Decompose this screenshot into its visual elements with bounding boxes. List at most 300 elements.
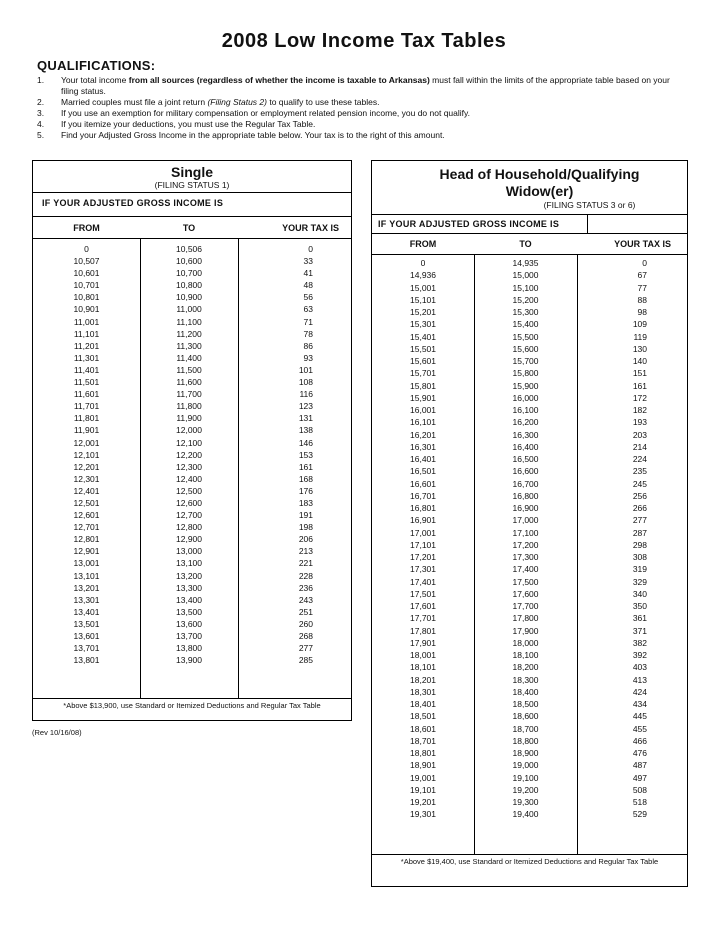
to-cell: 16,700 [512, 478, 539, 489]
to-cell: 19,100 [512, 772, 539, 783]
single-table-title: Single [170, 164, 213, 180]
tax-cell: 41 [303, 268, 313, 279]
to-cell: 12,000 [176, 425, 202, 436]
to-cell: 18,300 [512, 674, 539, 685]
tax-cell: 198 [298, 522, 313, 533]
table-row [372, 514, 687, 526]
tax-cell: 277 [632, 515, 647, 526]
table-row [33, 594, 351, 606]
table-row [33, 352, 351, 364]
from-cell: 11,401 [73, 364, 100, 375]
to-cell: 15,800 [512, 368, 539, 379]
from-cell: 17,501 [410, 588, 436, 599]
from-cell: 16,901 [410, 515, 436, 526]
table-row [33, 449, 351, 461]
to-cell: 11,300 [176, 340, 202, 351]
tax-cell: 224 [632, 454, 647, 464]
to-cell: 15,100 [512, 282, 539, 293]
from-cell: 0 [84, 244, 89, 254]
to-cell: 10,900 [176, 292, 202, 303]
from-cell: 12,901 [73, 546, 100, 557]
table-row [33, 582, 351, 594]
table-row [372, 735, 687, 747]
tax-cell: 172 [632, 392, 647, 403]
table-row [372, 343, 687, 355]
table-row [33, 485, 351, 497]
tax-cell: 350 [632, 601, 647, 611]
tax-cell: 308 [632, 552, 647, 562]
tax-cell: 277 [298, 643, 313, 654]
from-cell: 13,301 [73, 594, 100, 605]
from-cell: 15,901 [410, 392, 436, 403]
to-cell: 11,400 [176, 352, 202, 363]
to-cell: 19,000 [512, 760, 539, 771]
from-cell: 19,301 [410, 809, 436, 820]
from-cell: 18,501 [410, 711, 436, 722]
to-cell: 16,500 [512, 454, 539, 464]
table-row [372, 269, 687, 281]
to-cell: 15,300 [512, 307, 539, 317]
tax-cell: 98 [637, 307, 647, 317]
table-row [33, 557, 351, 569]
from-cell: 18,301 [410, 686, 436, 697]
tax-cell: 476 [632, 748, 647, 758]
tax-cell: 371 [632, 625, 647, 636]
to-cell: 18,500 [512, 699, 539, 709]
from-cell: 16,801 [410, 503, 436, 513]
tax-cell: 424 [632, 686, 647, 697]
from-cell: 15,001 [410, 282, 436, 293]
to-cell: 12,100 [176, 437, 202, 448]
from-cell: 17,401 [410, 576, 436, 587]
tax-cell: 213 [298, 546, 313, 557]
to-cell: 11,700 [176, 389, 202, 400]
tax-cell: 77 [637, 282, 647, 293]
tax-cell: 497 [632, 772, 647, 783]
table-row [33, 437, 351, 449]
table-row [33, 461, 351, 473]
tax-cell: 67 [637, 270, 647, 281]
table-row [33, 521, 351, 533]
table-row [372, 686, 687, 698]
to-cell: 12,600 [176, 497, 202, 508]
to-cell: 14,935 [512, 258, 539, 268]
from-cell: 12,701 [73, 522, 100, 533]
table-row [372, 539, 687, 551]
tax-cell: 138 [298, 425, 313, 436]
to-cell: 13,400 [176, 594, 202, 605]
hoh-footnote: *Above $19,400, use Standard or Itemized Deductions and Regular Tax Table [372, 854, 687, 868]
table-row [372, 502, 687, 514]
to-cell: 16,000 [512, 392, 539, 403]
from-cell: 11,001 [73, 316, 100, 327]
from-cell: 18,001 [410, 650, 436, 660]
single-column-headers [33, 217, 351, 239]
hoh-table-title: Head of Household/Qualifying Widow(er) [439, 166, 640, 199]
table-row [33, 630, 351, 642]
from-cell: 17,301 [410, 564, 436, 575]
qualifications-heading: QUALIFICATIONS: [37, 58, 156, 73]
to-cell: 19,300 [512, 797, 539, 807]
to-cell: 18,700 [512, 723, 539, 734]
tax-cell: 518 [632, 797, 647, 807]
tax-cell: 529 [632, 809, 647, 820]
table-row [372, 747, 687, 759]
table-row [372, 808, 687, 820]
table-row [33, 533, 351, 545]
to-cell: 11,200 [176, 328, 202, 339]
to-cell: 17,800 [512, 613, 539, 624]
tax-cell: 413 [632, 674, 647, 685]
table-row [372, 441, 687, 453]
tax-cell: 193 [632, 417, 647, 428]
table-row [372, 661, 687, 673]
tax-cell: 63 [303, 304, 313, 315]
to-cell: 17,700 [512, 601, 539, 611]
from-cell: 11,301 [73, 352, 100, 363]
to-cell: 11,500 [176, 364, 202, 375]
to-cell: 12,700 [176, 510, 202, 521]
from-cell: 12,101 [73, 449, 100, 460]
from-cell: 13,501 [73, 618, 100, 629]
table-row [372, 257, 687, 269]
table-row [372, 649, 687, 661]
table-row [33, 388, 351, 400]
tax-cell: 109 [632, 319, 647, 330]
qualifications-list [37, 75, 687, 141]
table-row [33, 303, 351, 315]
from-cell: 18,101 [410, 662, 436, 673]
hoh-table-header [372, 161, 687, 215]
hoh-rows [372, 255, 687, 854]
from-cell: 11,101 [73, 328, 100, 339]
from-cell: 13,801 [73, 655, 100, 666]
qualification-item: 2. Married couples must file a joint return (Filing Status 2) to qualify to use these tables. [37, 97, 380, 107]
from-cell: 13,401 [73, 606, 100, 617]
tax-cell: 153 [298, 449, 313, 460]
table-row [33, 606, 351, 618]
qualification-item: 5. Find your Adjusted Gross Income in the appropriate table below. Your tax is to the right of this amount. [37, 130, 445, 140]
from-cell: 16,701 [410, 490, 436, 501]
tax-cell: 119 [633, 331, 647, 342]
table-row [33, 400, 351, 412]
to-cell: 18,000 [512, 637, 539, 648]
table-row [33, 473, 351, 485]
to-cell: 15,900 [512, 380, 539, 391]
to-cell: 11,600 [176, 377, 202, 388]
table-row [372, 796, 687, 808]
table-row [372, 637, 687, 649]
table-row [372, 453, 687, 465]
hoh-column-headers [372, 234, 687, 255]
to-cell: 15,600 [512, 343, 539, 354]
tax-cell: 0 [308, 244, 313, 254]
table-row [372, 698, 687, 710]
from-cell: 11,801 [73, 413, 100, 424]
to-cell: 13,600 [176, 618, 202, 629]
from-cell: 17,601 [410, 601, 436, 611]
tax-cell: 319 [632, 564, 647, 575]
to-cell: 10,506 [176, 244, 202, 254]
tax-cell: 176 [298, 485, 313, 496]
from-cell: 19,201 [410, 797, 436, 807]
to-cell: 16,100 [512, 405, 539, 415]
col-to-header: TO [182, 222, 196, 233]
table-row [372, 588, 687, 600]
to-cell: 17,500 [512, 576, 539, 587]
tax-cell: 266 [632, 503, 647, 513]
table-row [372, 527, 687, 539]
tax-cell: 466 [632, 735, 647, 746]
to-cell: 12,500 [176, 485, 202, 496]
single-table-header [33, 161, 351, 217]
from-cell: 16,401 [410, 454, 436, 464]
table-row [372, 294, 687, 306]
table-row [372, 563, 687, 575]
to-cell: 18,100 [512, 650, 539, 660]
table-row [33, 570, 351, 582]
tax-cell: 434 [632, 699, 647, 709]
to-cell: 16,200 [512, 417, 539, 428]
to-cell: 11,800 [176, 401, 202, 412]
tax-cell: 123 [298, 401, 313, 412]
tax-cell: 56 [303, 292, 313, 303]
col-tax-header: YOUR TAX IS [614, 239, 671, 249]
col-tax-header: YOUR TAX IS [282, 222, 339, 233]
table-row [372, 710, 687, 722]
from-cell: 18,401 [410, 699, 436, 709]
table-row [372, 404, 687, 416]
to-cell: 10,800 [176, 280, 202, 291]
from-cell: 18,801 [410, 748, 436, 758]
to-cell: 10,700 [176, 268, 202, 279]
to-cell: 16,300 [512, 429, 539, 440]
tax-cell: 245 [632, 478, 647, 489]
from-cell: 13,701 [73, 643, 100, 654]
table-row [372, 306, 687, 318]
from-cell: 15,201 [410, 307, 436, 317]
table-row [33, 364, 351, 376]
from-cell: 13,601 [73, 631, 100, 641]
from-cell: 14,936 [410, 270, 436, 281]
to-cell: 12,800 [176, 522, 202, 533]
to-cell: 13,100 [176, 558, 202, 569]
to-cell: 13,800 [176, 643, 202, 654]
from-cell: 13,101 [73, 570, 100, 581]
to-cell: 18,400 [512, 686, 539, 697]
to-cell: 17,600 [512, 588, 539, 599]
table-row [372, 318, 687, 330]
tax-cell: 403 [632, 662, 647, 673]
tax-cell: 168 [298, 473, 313, 484]
table-row [33, 255, 351, 267]
table-row [372, 674, 687, 686]
to-cell: 18,600 [512, 711, 539, 722]
to-cell: 11,000 [176, 304, 202, 315]
to-cell: 18,900 [512, 748, 539, 758]
tax-cell: 285 [298, 655, 313, 666]
from-cell: 16,201 [410, 429, 436, 440]
tax-cell: 487 [632, 760, 647, 771]
table-row [33, 509, 351, 521]
tax-cell: 182 [632, 405, 647, 415]
table-row [33, 291, 351, 303]
table-row [372, 416, 687, 428]
tax-cell: 131 [298, 413, 313, 424]
to-cell: 19,200 [512, 784, 539, 795]
table-row [33, 654, 351, 666]
table-row [372, 551, 687, 563]
from-cell: 0 [420, 258, 426, 268]
to-cell: 13,900 [176, 655, 202, 666]
tax-cell: 445 [632, 711, 647, 722]
from-cell: 16,001 [410, 405, 436, 415]
from-cell: 13,201 [73, 582, 100, 593]
from-cell: 15,801 [410, 380, 436, 391]
tax-cell: 228 [298, 570, 313, 581]
table-row [372, 772, 687, 784]
from-cell: 15,501 [410, 343, 436, 354]
from-cell: 16,101 [410, 417, 436, 428]
from-cell: 15,701 [410, 368, 436, 379]
col-to-header: TO [519, 239, 532, 249]
from-cell: 16,601 [410, 478, 436, 489]
table-row [33, 243, 351, 255]
table-row [372, 723, 687, 735]
table-row [33, 642, 351, 654]
from-cell: 17,001 [410, 527, 436, 538]
table-row [33, 328, 351, 340]
qualification-item: 4. If you itemize your deductions, you must use the Regular Tax Table. [37, 119, 316, 129]
from-cell: 15,301 [410, 319, 436, 330]
tax-cell: 235 [632, 466, 647, 477]
from-cell: 11,501 [73, 377, 100, 388]
single-agi-label: IF YOUR ADJUSTED GROSS INCOME IS [42, 198, 224, 208]
tax-cell: 455 [632, 723, 647, 734]
col-from-header: FROM [73, 222, 100, 233]
table-row [33, 316, 351, 328]
tax-cell: 116 [299, 389, 313, 400]
table-row [372, 784, 687, 796]
to-cell: 15,700 [512, 356, 539, 366]
tax-cell: 221 [298, 558, 313, 569]
from-cell: 12,001 [73, 437, 100, 448]
to-cell: 17,200 [512, 539, 539, 550]
to-cell: 17,000 [512, 515, 539, 526]
tax-cell: 161 [632, 380, 647, 391]
from-cell: 15,401 [410, 331, 436, 342]
tax-cell: 33 [303, 256, 313, 267]
to-cell: 17,900 [512, 625, 539, 636]
single-rows [33, 239, 351, 698]
from-cell: 13,001 [73, 558, 100, 569]
table-row [33, 545, 351, 557]
to-cell: 15,500 [512, 331, 539, 342]
tax-cell: 329 [632, 576, 647, 587]
to-cell: 10,600 [176, 256, 202, 267]
from-cell: 17,201 [410, 552, 436, 562]
to-cell: 12,300 [176, 461, 202, 472]
from-cell: 17,101 [410, 539, 436, 550]
from-cell: 10,601 [73, 268, 100, 279]
qualification-item: 3. If you use an exemption for military compensation or employment related pension income, you do not qualify. [37, 108, 471, 118]
table-row [372, 465, 687, 477]
single-tax-table [32, 160, 352, 721]
from-cell: 12,401 [73, 485, 100, 496]
to-cell: 11,900 [176, 413, 202, 424]
from-cell: 17,701 [410, 613, 436, 624]
page-title: 2008 Low Income Tax Tables [221, 30, 507, 52]
from-cell: 15,101 [410, 294, 436, 305]
tax-cell: 392 [632, 650, 647, 660]
tax-cell: 0 [642, 258, 647, 268]
tax-cell: 361 [632, 613, 647, 624]
from-cell: 12,801 [73, 534, 100, 545]
from-cell: 15,601 [410, 356, 436, 366]
tax-cell: 146 [298, 437, 313, 448]
tax-cell: 206 [298, 534, 313, 545]
table-row [33, 424, 351, 436]
table-row [372, 380, 687, 392]
from-cell: 12,201 [73, 461, 100, 472]
from-cell: 19,001 [410, 772, 436, 783]
from-cell: 18,601 [410, 723, 436, 734]
from-cell: 19,101 [410, 784, 436, 795]
single-table-subtitle: (FILING STATUS 1) [154, 180, 230, 190]
hoh-agi-label: IF YOUR ADJUSTED GROSS INCOME IS [372, 215, 687, 234]
to-cell: 16,600 [512, 466, 539, 477]
table-row [372, 576, 687, 588]
from-cell: 18,901 [410, 760, 436, 771]
to-cell: 17,100 [512, 527, 539, 538]
table-row [33, 497, 351, 509]
tax-cell: 268 [298, 631, 313, 641]
table-row [372, 759, 687, 771]
table-row [372, 282, 687, 294]
revision-note: (Rev 10/16/08) [32, 728, 82, 737]
table-row [372, 392, 687, 404]
tax-cell: 86 [303, 340, 313, 351]
tax-cell: 203 [632, 429, 647, 440]
hoh-tax-table [371, 160, 688, 887]
table-row [33, 340, 351, 352]
to-cell: 16,900 [512, 503, 539, 513]
col-from-header: FROM [409, 239, 437, 249]
from-cell: 12,301 [73, 473, 100, 484]
to-cell: 16,400 [512, 441, 539, 452]
table-row [372, 490, 687, 502]
from-cell: 12,601 [73, 510, 100, 521]
tax-cell: 88 [637, 294, 647, 305]
tax-cell: 140 [632, 356, 647, 366]
from-cell: 10,701 [73, 280, 100, 291]
table-row [33, 376, 351, 388]
to-cell: 13,000 [176, 546, 202, 557]
to-cell: 13,300 [176, 582, 202, 593]
from-cell: 10,801 [73, 292, 100, 303]
qualification-item: 1. Your total income from all sources (regardless of whether the income is taxable to Arkansas) must fall within the limits of the appropriate table based on your filing status. [37, 75, 670, 96]
from-cell: 12,501 [73, 497, 100, 508]
to-cell: 18,200 [512, 662, 539, 673]
from-cell: 11,201 [73, 340, 100, 351]
tax-cell: 236 [298, 582, 313, 593]
from-cell: 16,301 [410, 441, 436, 452]
from-cell: 17,901 [410, 637, 436, 648]
to-cell: 17,300 [512, 552, 539, 562]
from-cell: 18,201 [410, 674, 436, 685]
tax-cell: 183 [298, 497, 313, 508]
table-row [372, 625, 687, 637]
